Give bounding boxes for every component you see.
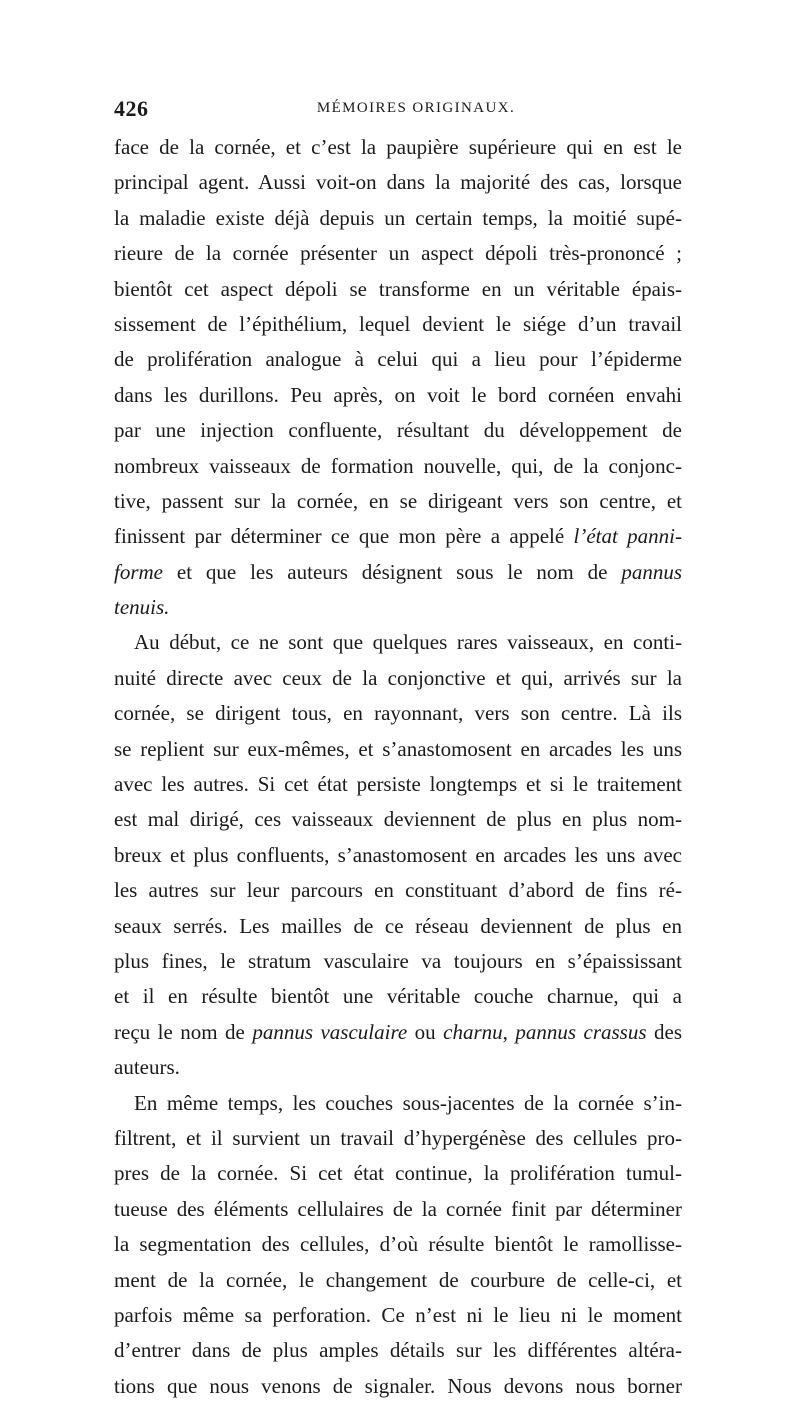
text-line: parfois même sa perforation. Ce n’est ni le lieu ni le moment	[114, 1302, 682, 1327]
italic-term: tenuis.	[114, 595, 170, 620]
text-line: seaux serrés. Les mailles de ce réseau deviennent de plus en	[114, 913, 682, 938]
text-run: et que les auteurs désignent sous le nom de	[163, 559, 622, 584]
text-line: les autres sur leur parcours en constituant d’abord de fins ré-	[114, 878, 682, 903]
text-run: ,	[502, 1019, 516, 1044]
text-line-mixed	[114, 555, 682, 590]
text-line: principal agent. Aussi voit-on dans la majorité des cas, lorsque	[114, 170, 682, 195]
text-line: est mal dirigé, ces vaisseaux deviennent de plus en plus nom-	[114, 807, 682, 832]
text-line: tueuse des éléments cellulaires de la cornée finit par déterminer	[114, 1196, 682, 1221]
text-line: En même temps, les couches sous-jacentes de la cornée s’in-	[134, 1090, 682, 1115]
text-line: cornée, se dirigent tous, en rayonnant, vers son centre. Là ils	[114, 701, 682, 726]
text-line: nuité directe avec ceux de la conjonctive et qui, arrivés sur la	[114, 665, 682, 690]
italic-term: l’état panni-	[573, 524, 682, 549]
italic-term: forme	[114, 559, 163, 584]
italic-term: pannus	[621, 559, 682, 584]
text-line: la segmentation des cellules, d’où résulte bientôt le ramollisse-	[114, 1232, 682, 1257]
text-line: d’entrer dans de plus amples détails sur les différentes altéra-	[114, 1338, 682, 1363]
text-line-mixed	[114, 519, 682, 554]
text-line: nombreux vaisseaux de formation nouvelle, qui, de la conjonc-	[114, 453, 682, 478]
page-header	[110, 96, 682, 126]
text-line: dans les durillons. Peu après, on voit le bord cornéen envahi	[114, 382, 682, 407]
text-line: rieure de la cornée présenter un aspect dépoli très-prononcé ;	[114, 241, 682, 266]
italic-term: pannus crassus	[515, 1019, 647, 1044]
text-run: des	[646, 1019, 682, 1044]
running-title: MÉMOIRES ORIGINAUX.	[316, 100, 516, 116]
text-line: bientôt cet aspect dépoli se transforme en un véritable épais-	[114, 276, 682, 301]
text-line: avec les autres. Si cet état persiste longtemps et si le traitement	[114, 772, 682, 797]
text-line-mixed	[114, 590, 682, 625]
text-line: de prolifération analogue à celui qui a lieu pour l’épiderme	[114, 347, 682, 372]
text-line: Au début, ce ne sont que quelques rares vaisseaux, en conti-	[134, 630, 682, 655]
text-line: et il en résulte bientôt une véritable couche charnue, qui a	[114, 984, 682, 1009]
text-line: plus fines, le stratum vasculaire va toujours en s’épaississant	[114, 948, 682, 973]
text-run: ou	[407, 1019, 444, 1044]
italic-term: charnu	[443, 1019, 503, 1044]
italic-term: pannus vasculaire	[252, 1019, 408, 1044]
text-run: reçu le nom de	[114, 1019, 253, 1044]
text-line: se replient sur eux-mêmes, et s’anastomosent en arcades les uns	[114, 736, 682, 761]
text-line: filtrent, et il survient un travail d’hypergénèse des cellules pro-	[114, 1125, 682, 1150]
text-line: breux et plus confluents, s’anastomosent en arcades les uns avec	[114, 842, 682, 867]
text-line: ment de la cornée, le changement de courbure de celle-ci, et	[114, 1267, 682, 1292]
text-line: par une injection confluente, résultant du développement de	[114, 418, 682, 443]
text-line: la maladie existe déjà depuis un certain temps, la moitié supé-	[114, 205, 682, 230]
text-line-mixed	[114, 1015, 682, 1050]
text-line: tions que nous venons de signaler. Nous devons nous borner	[114, 1373, 682, 1398]
page-number: 426	[114, 96, 149, 121]
text-line: tive, passent sur la cornée, en se dirigeant vers son centre, et	[114, 488, 682, 513]
text-run: finissent par déterminer ce que mon père a appelé	[114, 524, 574, 549]
text-line: sissement de l’épithélium, lequel devient le siége d’un travail	[114, 311, 682, 336]
text-line: pres de la cornée. Si cet état continue, la prolifération tumul-	[114, 1161, 682, 1186]
body-text	[114, 130, 682, 1404]
text-line: auteurs.	[114, 1055, 180, 1080]
text-line: face de la cornée, et c’est la paupière supérieure qui en est le	[114, 135, 682, 159]
